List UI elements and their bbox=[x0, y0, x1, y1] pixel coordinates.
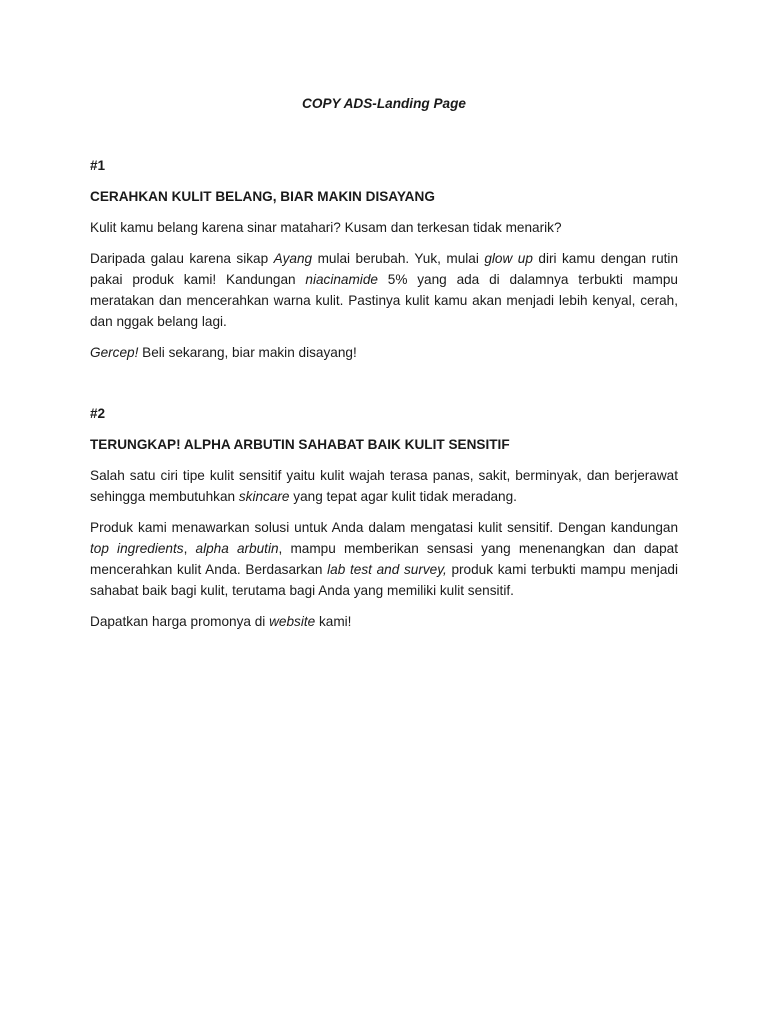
section-heading-1: CERAHKAN KULIT BELANG, BIAR MAKIN DISAYANG bbox=[90, 189, 435, 204]
document-body bbox=[90, 93, 678, 632]
text-span: kami! bbox=[315, 614, 352, 629]
text-span: Produk kami menawarkan solusi untuk Anda dalam mengatasi kulit sensitif. Dengan kandungan bbox=[90, 520, 678, 535]
section-2-paragraph-3 bbox=[90, 611, 678, 632]
section-1-paragraph-1: Kulit kamu belang karena sinar matahari? Kusam dan terkesan tidak menarik? bbox=[90, 220, 562, 235]
text-span: Dapatkan harga promonya di bbox=[90, 614, 270, 629]
text-span: mulai berubah. Yuk, mulai bbox=[312, 251, 485, 266]
document-title: COPY ADS-Landing Page bbox=[302, 96, 466, 111]
emphasis-span: niacinamide bbox=[305, 272, 378, 287]
section-2-paragraph-2 bbox=[90, 517, 678, 601]
text-span: diri kamu dengan rutin pakai produk kami! Kandungan bbox=[90, 251, 678, 287]
text-span: yang tepat agar kulit tidak meradang. bbox=[289, 489, 517, 504]
text-span: Beli sekarang, biar makin disayang! bbox=[138, 345, 357, 360]
section-number-2: #2 bbox=[90, 406, 106, 421]
section-heading-2: TERUNGKAP! ALPHA ARBUTIN SAHABAT BAIK KULIT SENSITIF bbox=[90, 437, 510, 452]
text-span: , bbox=[183, 541, 196, 556]
emphasis-span: alpha arbutin bbox=[195, 541, 279, 556]
emphasis-span: top ingredients bbox=[90, 541, 184, 556]
text-span: produk kami terbukti mampu menjadi sahabat baik bagi kulit, terutama bagi Anda yang memiliki kulit sensitif. bbox=[90, 562, 678, 598]
text-span: , mampu memberikan sensasi yang menenangkan dan dapat mencerahkan kulit Anda. Berdasarkan bbox=[90, 541, 679, 577]
emphasis-span: Gercep! bbox=[90, 345, 139, 360]
emphasis-span: lab test and survey, bbox=[327, 562, 447, 577]
emphasis-span: website bbox=[269, 614, 316, 629]
section-1-paragraph-3 bbox=[90, 342, 678, 363]
text-span: Daripada galau karena sikap bbox=[90, 251, 274, 266]
section-1-paragraph-2 bbox=[90, 248, 678, 332]
emphasis-span: Ayang bbox=[273, 251, 313, 266]
section-number-1: #1 bbox=[90, 158, 106, 173]
emphasis-span: glow up bbox=[484, 251, 533, 266]
text-span: 5% yang ada di dalamnya terbukti mampu meratakan dan mencerahkan warna kulit. Pastinya kulit kamu akan menjadi lebih kenyal, cerah, dan nggak belang lagi. bbox=[90, 272, 678, 329]
emphasis-span: skincare bbox=[238, 489, 290, 504]
section-2-paragraph-1 bbox=[90, 465, 678, 507]
text-span: Salah satu ciri tipe kulit sensitif yaitu kulit wajah terasa panas, sakit, berminyak, dan berjerawat sehingga membutuhkan bbox=[90, 468, 678, 504]
